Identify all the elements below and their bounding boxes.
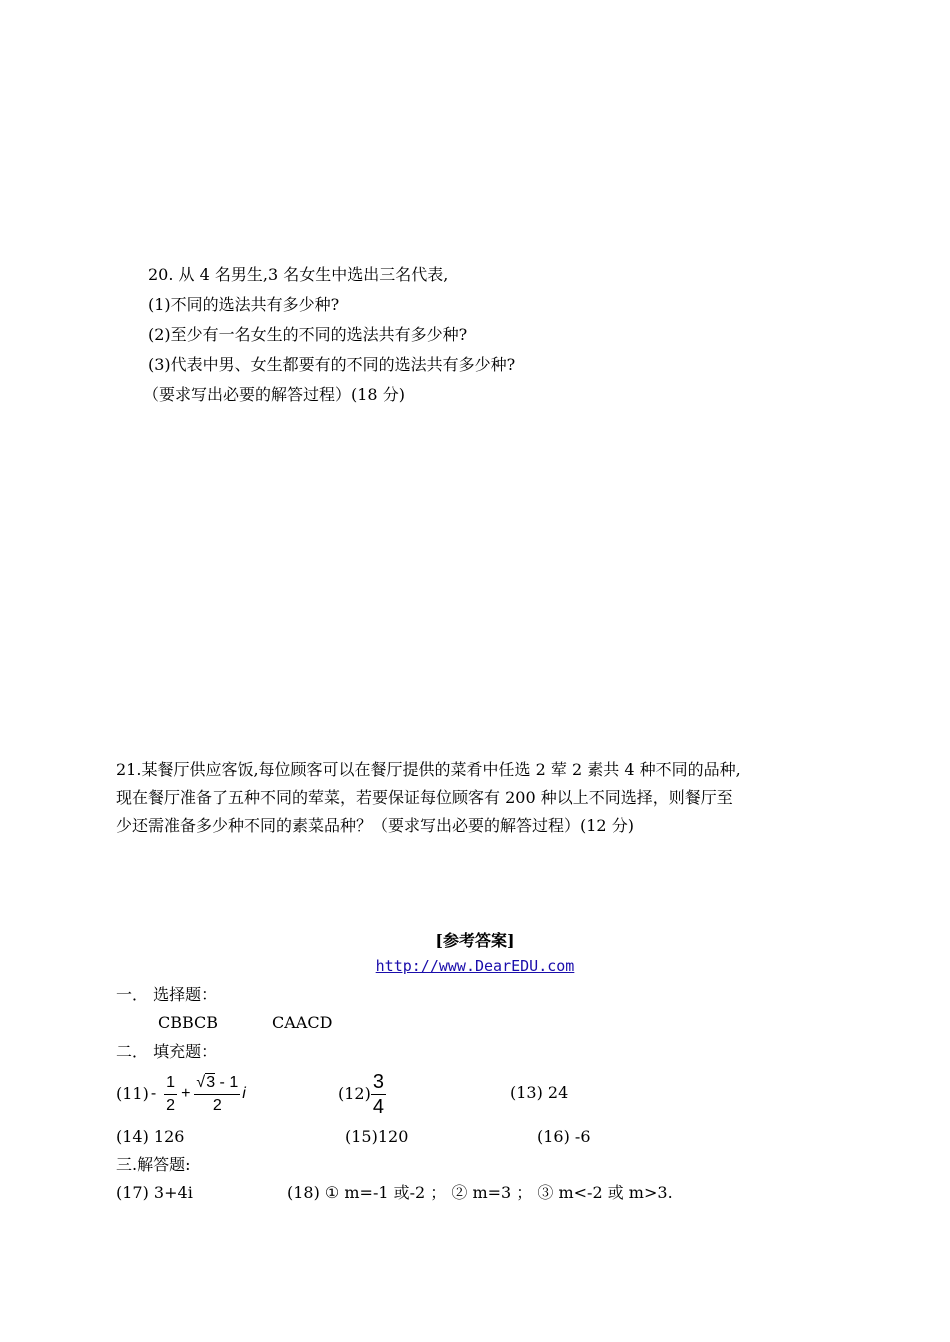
- answer-11: [116, 1068, 246, 1120]
- answer-11-plus: +: [181, 1085, 191, 1102]
- sqrt-icon: √: [196, 1073, 206, 1091]
- answer-12-num: 3: [372, 1070, 384, 1093]
- q20-stem: 20. 从 4 名男生,3 名女生中选出三名代表,: [148, 265, 449, 284]
- q21-line2: 现在餐厅准备了五种不同的荤菜，若要保证每位顾客有 200 种以上不同选择，则餐厅至: [116, 788, 733, 807]
- q20-note: （要求写出必要的解答过程）(18 分): [143, 385, 405, 404]
- answer-11-num-rest: - 1: [215, 1073, 239, 1091]
- section-choice-title: 一． 选择题：: [116, 985, 218, 1004]
- dearedu-link[interactable]: http://www.DearEDU.com: [375, 957, 575, 975]
- q20-part1: (1)不同的选法共有多少种?: [148, 295, 340, 314]
- answer-12-den: 4: [372, 1095, 384, 1118]
- answers-title: [参考答案]: [435, 931, 515, 950]
- answers-link-wrap: [0, 956, 950, 975]
- q21-line1: 21.某餐厅供应客饭,每位顾客可以在餐厅提供的菜肴中任选 2 荤 2 素共 4 种不同的品种,: [116, 760, 741, 779]
- answer-11-minus: -: [150, 1085, 157, 1102]
- answer-11-frac2-num: [194, 1072, 240, 1095]
- answer-18: (18) ① m=-1 或-2 ； ② m=3 ； ③ m<-2 或 m>3.: [287, 1183, 673, 1202]
- answer-11-frac1-num: 1: [164, 1072, 177, 1095]
- q21-line3: 少还需准备多少种不同的素菜品种？（要求写出必要的解答过程）(12 分): [116, 816, 634, 835]
- section-fill-title: 二． 填充题：: [116, 1042, 218, 1061]
- answer-16: (16) -6: [537, 1127, 591, 1146]
- answer-12-frac: [371, 1070, 386, 1119]
- answer-11-frac1: [164, 1072, 177, 1117]
- answer-14: (14) 126: [116, 1127, 185, 1146]
- choice-answers-a: CBBCB: [158, 1013, 219, 1032]
- answer-11-radicand: 3: [206, 1073, 216, 1091]
- q20-part2: (2)至少有一名女生的不同的选法共有多少种?: [148, 325, 468, 344]
- answer-15: (15)120: [345, 1127, 409, 1146]
- answer-12-label: (12): [338, 1084, 371, 1103]
- answer-13: (13) 24: [510, 1083, 569, 1102]
- section-solve-title: 三.解答题:: [116, 1155, 191, 1174]
- answer-11-frac2-den: 2: [212, 1096, 222, 1114]
- answer-11-label: (11): [116, 1084, 149, 1103]
- choice-answers-b: CAACD: [272, 1013, 333, 1032]
- answer-17: (17) 3+4i: [116, 1183, 193, 1202]
- q20-part3: (3)代表中男、女生都要有的不同的选法共有多少种?: [148, 355, 516, 374]
- answer-11-frac1-den: 2: [166, 1096, 176, 1114]
- answer-12: [338, 1068, 386, 1120]
- answer-11-frac2: [194, 1072, 240, 1117]
- answer-11-imag: i: [242, 1085, 246, 1102]
